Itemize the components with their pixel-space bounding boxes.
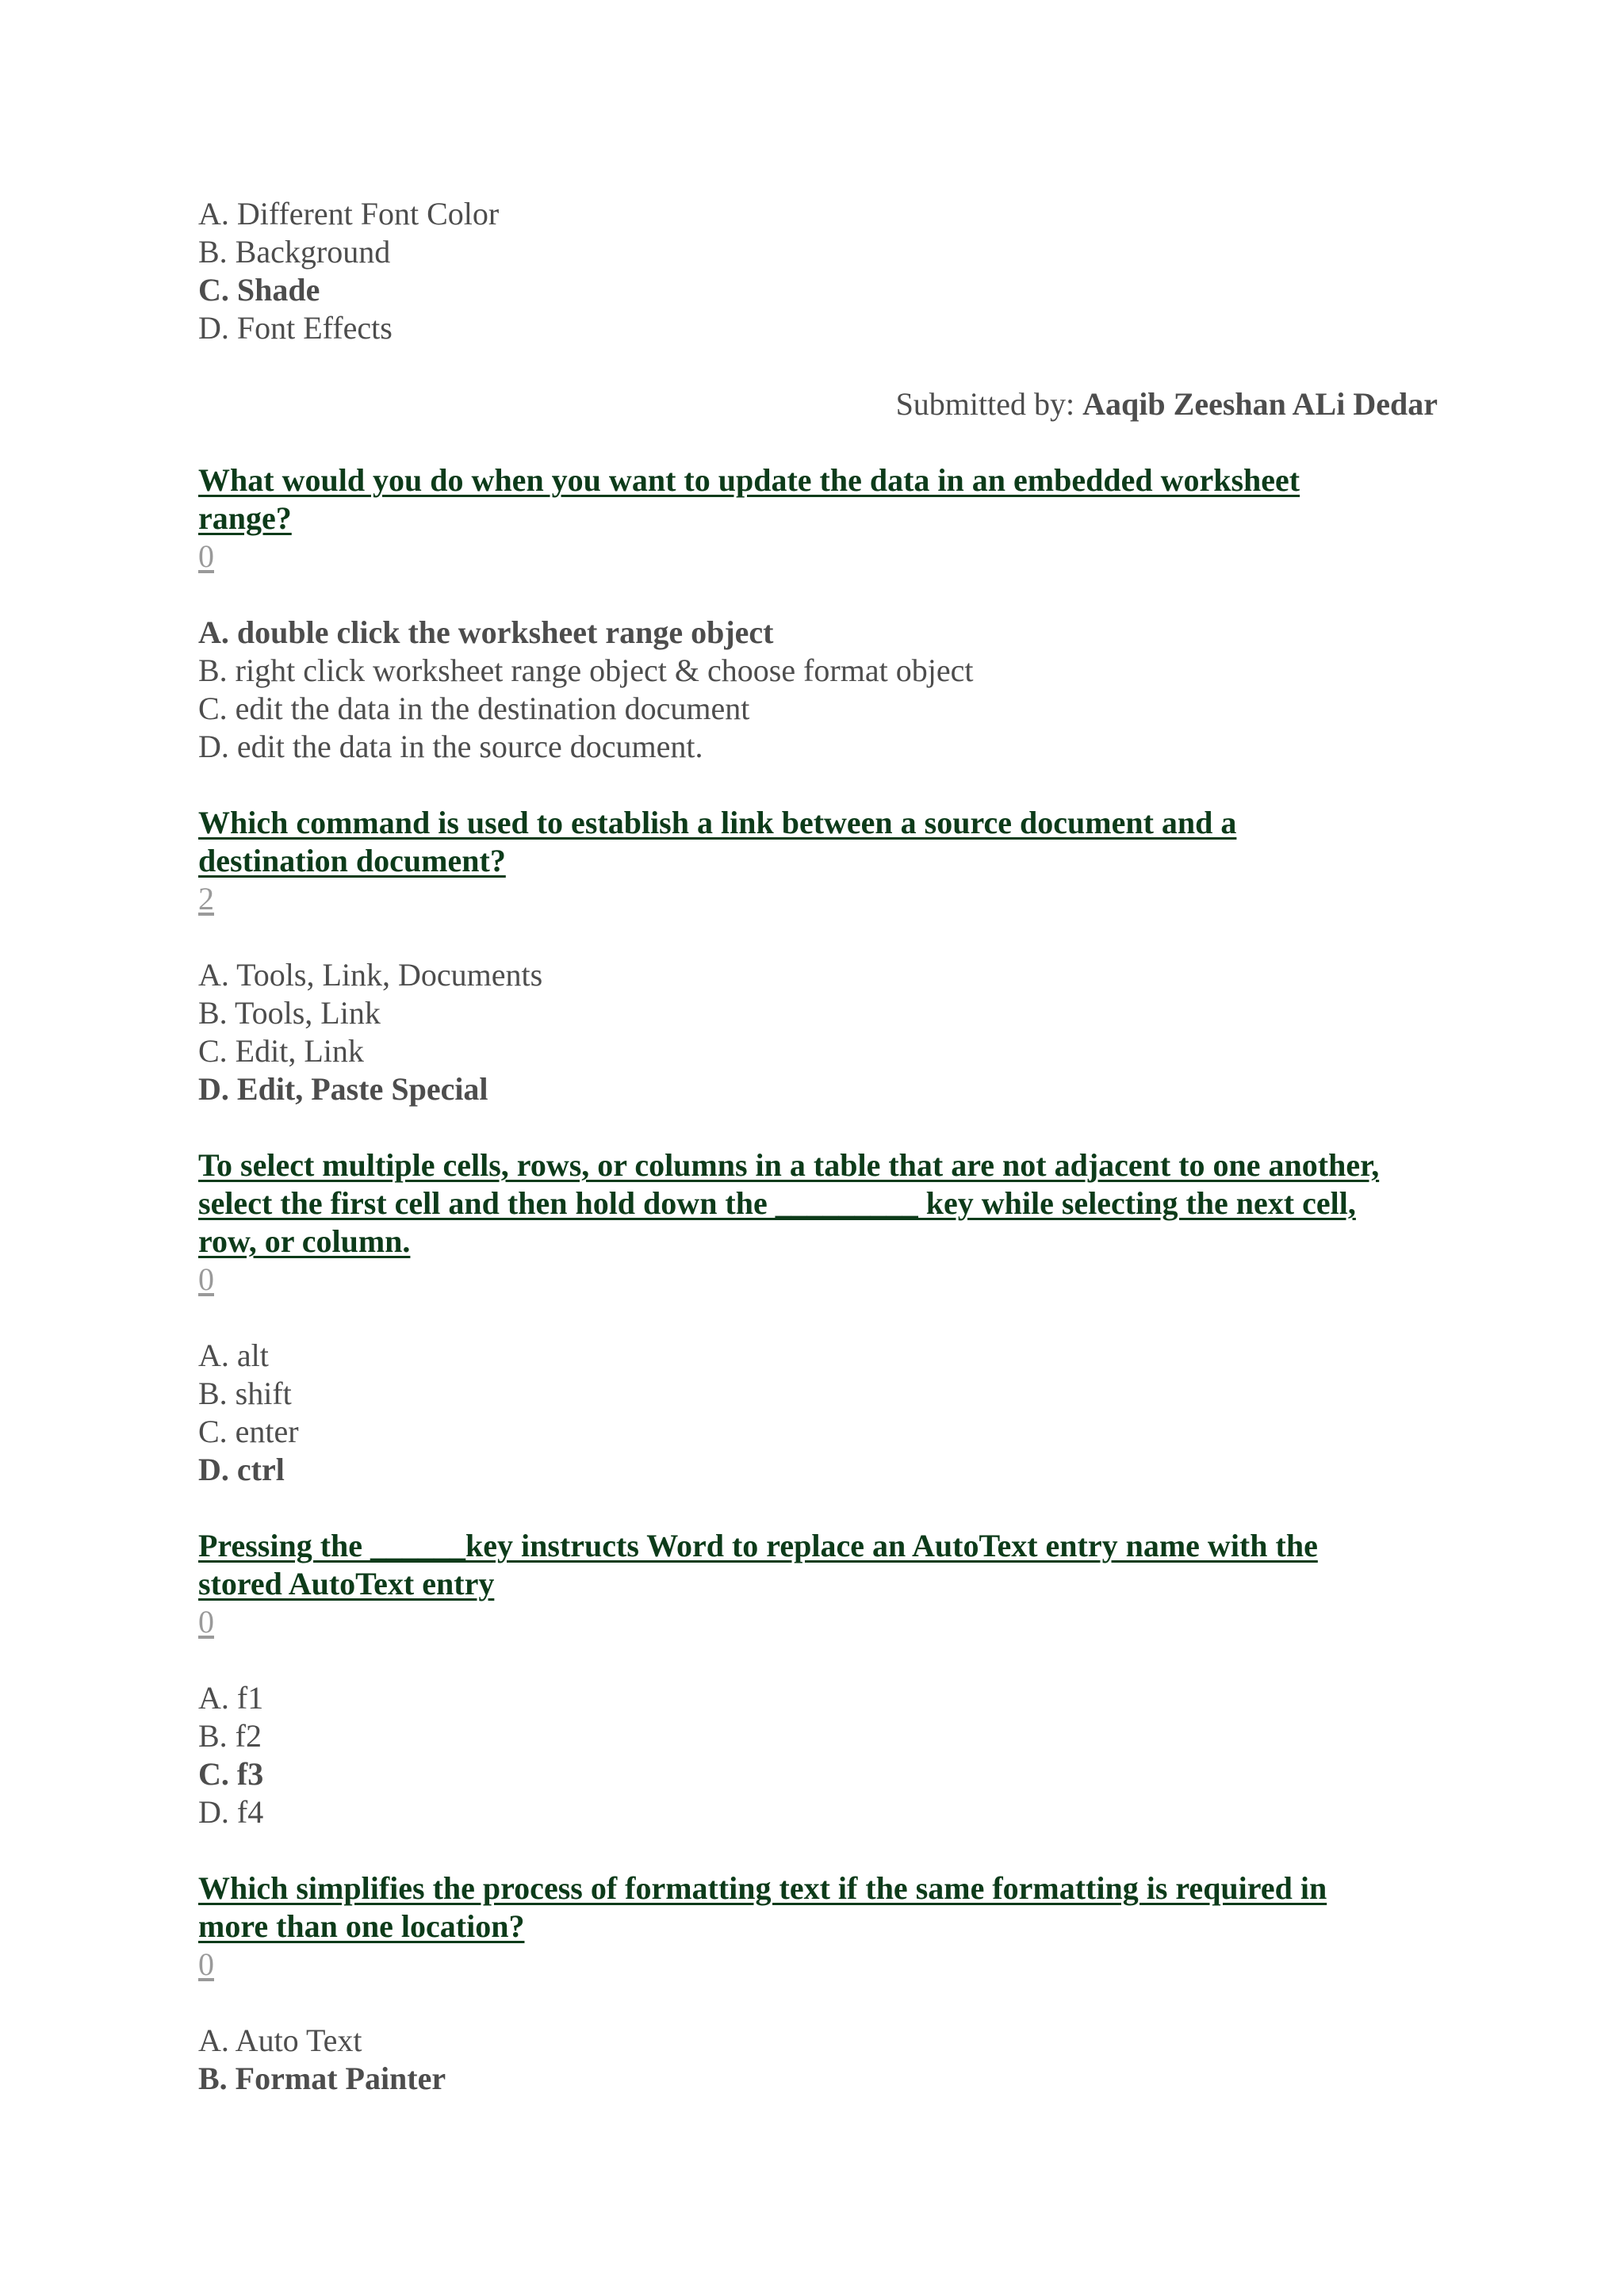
option: A. Different Font Color [198,196,500,232]
question-text[interactable] [198,1869,1435,1946]
option: B. shift [198,1376,292,1411]
question-line: select the first cell and then hold down the _________ key while selecting the next cell, [198,1185,1356,1221]
question-line: Pressing the ______key instructs Word to replace an AutoText entry name with the [198,1528,1318,1563]
question-block [198,1146,1435,1489]
question-text[interactable] [198,804,1435,880]
answer-count-link[interactable]: 0 [198,538,214,574]
answer-count-link[interactable]: 0 [198,1604,214,1640]
question-line: destination document? [198,843,506,878]
option: C. enter [198,1414,299,1449]
option-correct: B. Format Painter [198,2061,446,2096]
question-line: What would you do when you want to update the data in an embedded worksheet [198,462,1300,498]
option: C. Edit, Link [198,1033,364,1069]
question-line: more than one location? [198,1908,525,1944]
question-text[interactable] [198,1146,1435,1261]
question-block [198,461,1435,766]
option: A. Tools, Link, Documents [198,957,543,993]
answer-count-link[interactable]: 2 [198,881,214,916]
question-line: range? [198,500,292,536]
question-block [198,804,1435,1108]
option-correct: D. ctrl [198,1452,285,1487]
submitted-label: Submitted by: [895,386,1083,422]
question-text[interactable] [198,1527,1435,1603]
option: D. edit the data in the source document. [198,729,703,764]
question-line: row, or column. [198,1223,411,1259]
question-line: Which command is used to establish a link between a source document and a [198,805,1237,840]
option-correct: D. Edit, Paste Special [198,1071,488,1107]
option: B. f2 [198,1718,262,1754]
question-block [198,1527,1435,1831]
question-block [198,1869,1435,2098]
submitted-by [198,385,1438,423]
answer-count-link[interactable]: 0 [198,1261,214,1297]
option-correct: C. Shade [198,272,320,308]
option: B. right click worksheet range object & choose format object [198,652,974,688]
answer-count-link[interactable]: 0 [198,1946,214,1982]
question-line: Which simplifies the process of formatting text if the same formatting is required in [198,1870,1327,1906]
option-correct: A. double click the worksheet range object [198,614,774,650]
previous-options [198,195,1435,347]
option: B. Tools, Link [198,995,381,1031]
document-page [198,195,1438,2098]
question-line: To select multiple cells, rows, or columns in a table that are not adjacent to one another, [198,1147,1380,1183]
option: A. alt [198,1337,269,1373]
option: B. Background [198,234,391,270]
question-line: stored AutoText entry [198,1566,495,1601]
option: C. edit the data in the destination document [198,691,750,726]
option: A. Auto Text [198,2022,362,2058]
option: D. f4 [198,1794,264,1830]
question-text[interactable] [198,461,1435,538]
option-correct: C. f3 [198,1756,264,1792]
option: A. f1 [198,1680,264,1716]
submitter-name: Aaqib Zeeshan ALi Dedar [1082,386,1438,422]
option: D. Font Effects [198,310,393,346]
